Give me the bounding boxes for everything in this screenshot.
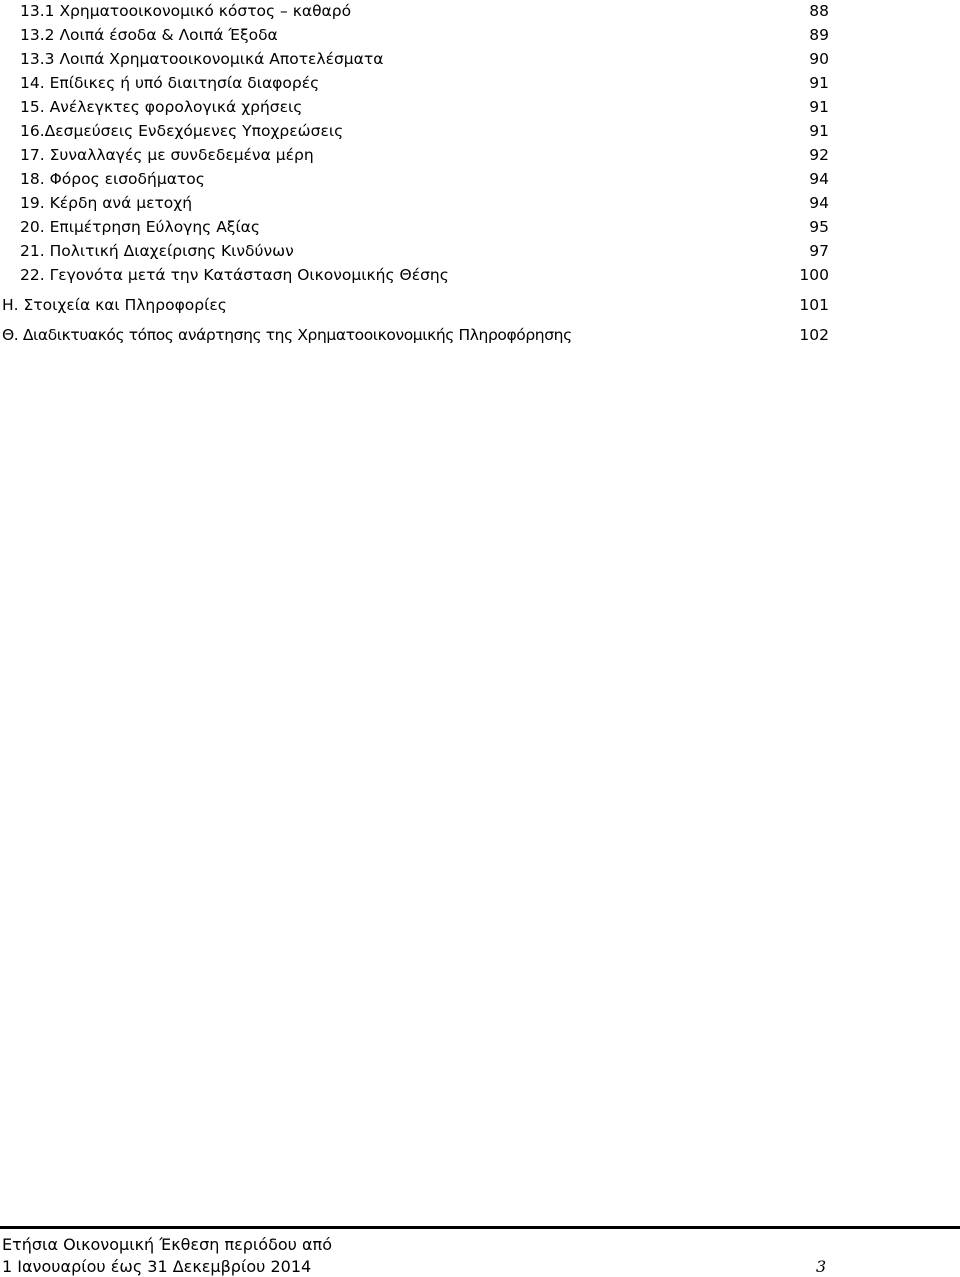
- toc-entry-page: 91: [809, 122, 829, 140]
- toc-entry-page: 90: [809, 50, 829, 68]
- toc-entry-label: 15. Ανέλεγκτες φορολογικά χρήσεις: [20, 98, 303, 116]
- toc-entry[interactable]: [0, 192, 960, 214]
- toc-entry[interactable]: [0, 0, 960, 22]
- toc-entry-page: 91: [809, 74, 829, 92]
- toc-entry-label: 13.2 Λοιπά έσοδα & Λοιπά Έξοδα: [20, 26, 278, 44]
- toc-entry[interactable]: [0, 294, 960, 316]
- toc-entry-label: 17. Συναλλαγές με συνδεδεμένα μέρη: [20, 146, 314, 164]
- toc-entry-page: 94: [809, 194, 829, 212]
- toc-entry-page: 91: [809, 98, 829, 116]
- toc-entry[interactable]: [0, 168, 960, 190]
- toc-entry[interactable]: [0, 240, 960, 262]
- toc-entry-page: 95: [809, 218, 829, 236]
- toc-entry[interactable]: [0, 216, 960, 238]
- toc-entry-label: 13.3 Λοιπά Χρηματοοικονομικά Αποτελέσματα: [20, 50, 384, 68]
- toc-entry-page: 101: [799, 296, 829, 314]
- footer-rule: [0, 1226, 960, 1229]
- toc-entry-label: 21. Πολιτική Διαχείρισης Κινδύνων: [20, 242, 294, 260]
- toc-entry-page: 102: [799, 326, 829, 344]
- footer-report-title: Ετήσια Οικονομική Έκθεση περιόδου από: [2, 1235, 332, 1254]
- toc-entry-label: 20. Επιμέτρηση Εύλογης Αξίας: [20, 218, 261, 236]
- footer-report-period: 1 Ιανουαρίου έως 31 Δεκεμβρίου 2014: [2, 1257, 312, 1276]
- toc-entry[interactable]: [0, 96, 960, 118]
- toc-entry-label: 19. Κέρδη ανά μετοχή: [20, 194, 193, 212]
- toc-entry[interactable]: [0, 24, 960, 46]
- toc-entry-label: Η. Στοιχεία και Πληροφορίες: [2, 296, 227, 314]
- toc-entry-label: Θ. Διαδικτυακός τόπος ανάρτησης της Χρηματοοικονομικής Πληροφόρησης: [2, 326, 572, 344]
- toc-entry[interactable]: [0, 72, 960, 94]
- toc-entry-page: 92: [809, 146, 829, 164]
- toc-entry[interactable]: [0, 144, 960, 166]
- toc-entry-page: 89: [809, 26, 829, 44]
- toc-entry-label: 16.Δεσμεύσεις Ενδεχόμενες Υποχρεώσεις: [20, 122, 344, 140]
- toc-entry-page: 97: [809, 242, 829, 260]
- footer-page-number: 3: [816, 1257, 827, 1276]
- toc-entry-label: 22. Γεγονότα μετά την Κατάσταση Οικονομικής Θέσης: [20, 266, 449, 284]
- toc-entry[interactable]: [0, 324, 960, 346]
- toc-entry-page: 100: [799, 266, 829, 284]
- toc-entry[interactable]: [0, 120, 960, 142]
- toc-entry-page: 94: [809, 170, 829, 188]
- toc-entry-label: 13.1 Χρηματοοικονομικό κόστος – καθαρό: [20, 2, 352, 20]
- toc-entry-label: 18. Φόρος εισοδήματος: [20, 170, 205, 188]
- toc-entry[interactable]: [0, 264, 960, 286]
- toc-entry[interactable]: [0, 48, 960, 70]
- toc-entry-label: 14. Επίδικες ή υπό διαιτησία διαφορές: [20, 74, 320, 92]
- toc-entry-page: 88: [809, 2, 829, 20]
